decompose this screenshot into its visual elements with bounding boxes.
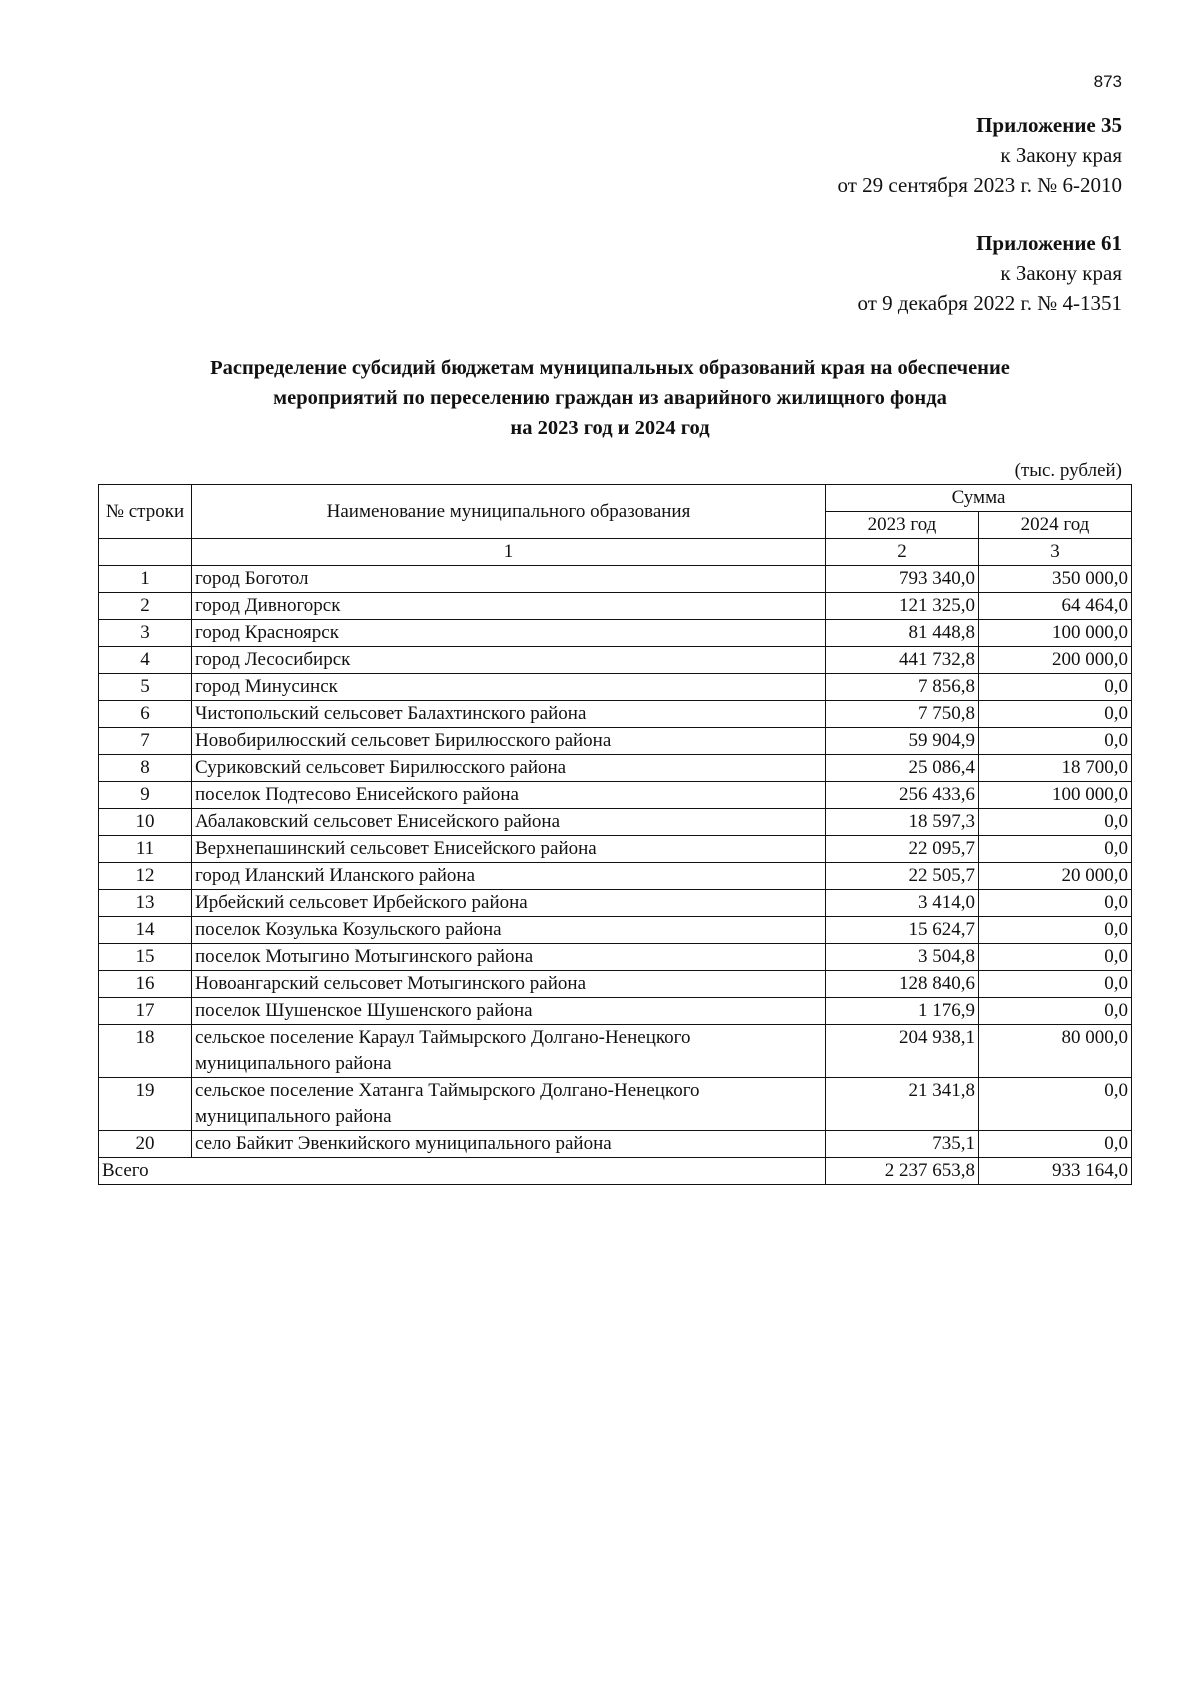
amount-2023: 256 433,6 <box>826 782 979 809</box>
amount-2024: 0,0 <box>979 971 1132 998</box>
header-row-number: № строки <box>99 485 192 539</box>
amount-2024: 20 000,0 <box>979 863 1132 890</box>
row-number: 10 <box>99 809 192 836</box>
amount-2024: 100 000,0 <box>979 620 1132 647</box>
table-row <box>99 890 1132 917</box>
municipality-name: поселок Мотыгино Мотыгинского района <box>192 944 826 971</box>
table-row <box>99 593 1132 620</box>
amount-2024: 0,0 <box>979 998 1132 1025</box>
municipality-name: город Боготол <box>192 566 826 593</box>
amount-2024: 0,0 <box>979 728 1132 755</box>
row-number: 5 <box>99 674 192 701</box>
row-number: 13 <box>99 890 192 917</box>
amount-2023: 1 176,9 <box>826 998 979 1025</box>
amount-2023: 735,1 <box>826 1131 979 1158</box>
row-number: 12 <box>99 863 192 890</box>
table-row <box>99 728 1132 755</box>
appendix-current-line2: от 29 сентября 2023 г. № 6-2010 <box>837 173 1122 197</box>
amount-2024: 0,0 <box>979 917 1132 944</box>
amount-2024: 0,0 <box>979 1078 1132 1131</box>
amount-2023: 22 505,7 <box>826 863 979 890</box>
row-number: 17 <box>99 998 192 1025</box>
amount-2023: 7 856,8 <box>826 674 979 701</box>
amount-2023: 22 095,7 <box>826 836 979 863</box>
amount-2023: 59 904,9 <box>826 728 979 755</box>
header-col-2: 2 <box>826 539 979 566</box>
municipality-name: Новобирилюсский сельсовет Бирилюсского района <box>192 728 826 755</box>
row-number: 6 <box>99 701 192 728</box>
amount-2023: 3 414,0 <box>826 890 979 917</box>
header-2023: 2023 год <box>826 512 979 539</box>
amount-2024: 18 700,0 <box>979 755 1132 782</box>
header-col-blank <box>99 539 192 566</box>
document-title-line1: Распределение субсидий бюджетам муниципальных образований края на обеспечение <box>210 357 1010 379</box>
amount-2024: 0,0 <box>979 836 1132 863</box>
amount-2024: 0,0 <box>979 1131 1132 1158</box>
amount-2023: 204 938,1 <box>826 1025 979 1078</box>
header-name: Наименование муниципального образования <box>192 485 826 539</box>
appendix-current <box>838 110 1122 200</box>
amount-2023: 15 624,7 <box>826 917 979 944</box>
document-title-line3: на 2023 год и 2024 год <box>510 417 710 439</box>
row-number: 20 <box>99 1131 192 1158</box>
header-2024: 2024 год <box>979 512 1132 539</box>
document-title-line2: мероприятий по переселению граждан из аварийного жилищного фонда <box>273 387 947 409</box>
table-row <box>99 1078 1132 1131</box>
table-row <box>99 782 1132 809</box>
row-number: 3 <box>99 620 192 647</box>
amount-2023: 7 750,8 <box>826 701 979 728</box>
page-number: 873 <box>1093 72 1122 91</box>
amount-2024: 200 000,0 <box>979 647 1132 674</box>
amount-2023: 793 340,0 <box>826 566 979 593</box>
row-number: 2 <box>99 593 192 620</box>
amount-2023: 128 840,6 <box>826 971 979 998</box>
row-number: 4 <box>99 647 192 674</box>
header-col-3: 3 <box>979 539 1132 566</box>
table-row <box>99 620 1132 647</box>
amount-2024: 0,0 <box>979 944 1132 971</box>
table-row <box>99 809 1132 836</box>
municipality-name: город Минусинск <box>192 674 826 701</box>
amount-2023: 25 086,4 <box>826 755 979 782</box>
municipality-name: поселок Шушенское Шушенского района <box>192 998 826 1025</box>
amount-2024: 80 000,0 <box>979 1025 1132 1078</box>
appendix-original-line2: от 9 декабря 2022 г. № 4-1351 <box>857 291 1122 315</box>
header-col-1: 1 <box>192 539 826 566</box>
municipality-name: Верхнепашинский сельсовет Енисейского района <box>192 836 826 863</box>
municipality-name: поселок Подтесово Енисейского района <box>192 782 826 809</box>
municipality-name: Суриковский сельсовет Бирилюсского района <box>192 755 826 782</box>
municipality-name: Абалаковский сельсовет Енисейского района <box>192 809 826 836</box>
municipality-name: Ирбейский сельсовет Ирбейского района <box>192 890 826 917</box>
row-number: 7 <box>99 728 192 755</box>
total-2023: 2 237 653,8 <box>826 1158 979 1185</box>
municipality-name: город Иланский Иланского района <box>192 863 826 890</box>
table-row <box>99 647 1132 674</box>
municipality-name: город Лесосибирск <box>192 647 826 674</box>
header-sum: Сумма <box>826 485 1132 512</box>
amount-2024: 350 000,0 <box>979 566 1132 593</box>
table-row <box>99 998 1132 1025</box>
municipality-name: село Байкит Эвенкийского муниципального района <box>192 1131 826 1158</box>
municipality-name: город Дивногорск <box>192 593 826 620</box>
appendix-original <box>858 228 1122 318</box>
table-row <box>99 917 1132 944</box>
table-row <box>99 674 1132 701</box>
total-label: Всего <box>99 1158 826 1185</box>
row-number: 14 <box>99 917 192 944</box>
amount-2023: 3 504,8 <box>826 944 979 971</box>
table-body <box>99 566 1132 1158</box>
amount-2024: 0,0 <box>979 701 1132 728</box>
amount-2023: 18 597,3 <box>826 809 979 836</box>
subsidy-table <box>98 484 1132 1185</box>
table-row <box>99 971 1132 998</box>
amount-2023: 121 325,0 <box>826 593 979 620</box>
municipality-name: Чистопольский сельсовет Балахтинского района <box>192 701 826 728</box>
table-row <box>99 755 1132 782</box>
table-row <box>99 1025 1132 1078</box>
amount-2023: 81 448,8 <box>826 620 979 647</box>
row-number: 16 <box>99 971 192 998</box>
total-2024: 933 164,0 <box>979 1158 1132 1185</box>
amount-2023: 21 341,8 <box>826 1078 979 1131</box>
amount-2023: 441 732,8 <box>826 647 979 674</box>
table-row <box>99 566 1132 593</box>
table-row <box>99 836 1132 863</box>
document-title <box>90 353 1130 443</box>
municipality-name: сельское поселение Хатанга Таймырского Долгано-Ненецкого муниципального района <box>192 1078 826 1131</box>
row-number: 15 <box>99 944 192 971</box>
units-label: (тыс. рублей) <box>1014 460 1122 481</box>
row-number: 18 <box>99 1025 192 1078</box>
row-number: 11 <box>99 836 192 863</box>
table-row <box>99 701 1132 728</box>
row-number: 9 <box>99 782 192 809</box>
total-row <box>99 1158 1132 1185</box>
municipality-name: город Красноярск <box>192 620 826 647</box>
table-row <box>99 863 1132 890</box>
row-number: 19 <box>99 1078 192 1131</box>
municipality-name: сельское поселение Караул Таймырского Долгано-Ненецкого муниципального района <box>192 1025 826 1078</box>
row-number: 8 <box>99 755 192 782</box>
municipality-name: Новоангарский сельсовет Мотыгинского района <box>192 971 826 998</box>
appendix-current-line1: к Закону края <box>1000 143 1122 167</box>
appendix-current-title: Приложение 35 <box>976 113 1122 137</box>
appendix-original-line1: к Закону края <box>1000 261 1122 285</box>
table-row <box>99 1131 1132 1158</box>
amount-2024: 0,0 <box>979 890 1132 917</box>
table-row <box>99 944 1132 971</box>
appendix-original-title: Приложение 61 <box>976 231 1122 255</box>
amount-2024: 0,0 <box>979 674 1132 701</box>
amount-2024: 0,0 <box>979 809 1132 836</box>
row-number: 1 <box>99 566 192 593</box>
amount-2024: 64 464,0 <box>979 593 1132 620</box>
amount-2024: 100 000,0 <box>979 782 1132 809</box>
municipality-name: поселок Козулька Козульского района <box>192 917 826 944</box>
